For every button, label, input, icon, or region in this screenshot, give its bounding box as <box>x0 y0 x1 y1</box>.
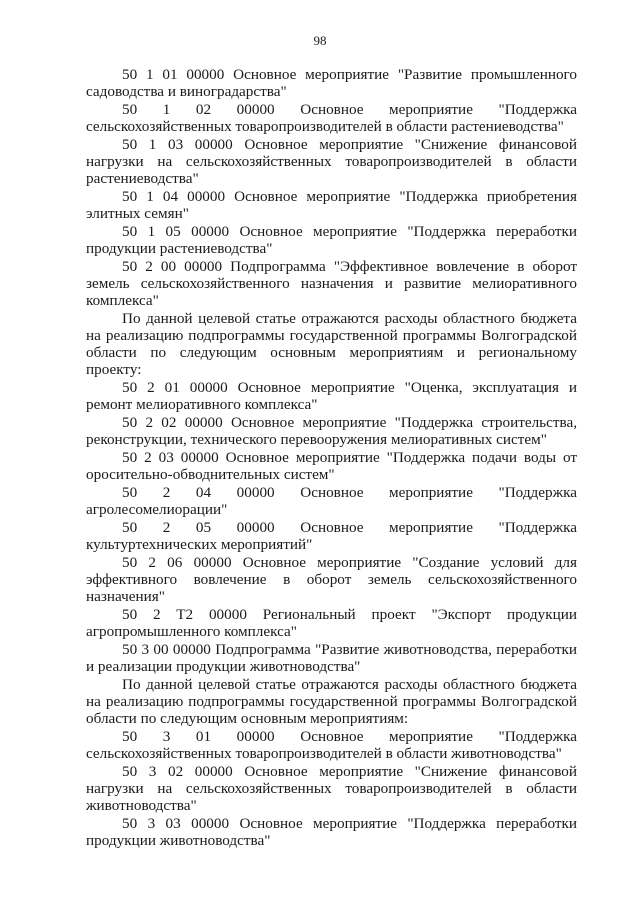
paragraph-50-2-t2: 50 2 T2 00000 Региональный проект "Экспорт продукции агропромышленного комплекса" <box>86 605 577 640</box>
paragraph-50-2-02: 50 2 02 00000 Основное мероприятие "Поддержка строительства, реконструкции, технического перевооружения мелиоративных систем" <box>86 414 577 449</box>
paragraph-50-3-02: 50 3 02 00000 Основное мероприятие "Снижение финансовой нагрузки на сельскохозяйственных товаропроизводителей в области животноводства" <box>86 762 577 815</box>
paragraph-description-subprogram-3: По данной целевой статье отражаются расходы областного бюджета на реализацию подпрограммы государственной программы Волгоградской области по следующим основным мероприятиям: <box>86 675 577 728</box>
paragraph-50-1-01: 50 1 01 00000 Основное мероприятие "Развитие промышленного садоводства и виноградарства" <box>86 66 577 101</box>
paragraph-50-2-03: 50 2 03 00000 Основное мероприятие "Поддержка подачи воды от оросительно-обводнительных систем" <box>86 448 577 484</box>
paragraph-50-3-00: 50 3 00 00000 Подпрограмма "Развитие животноводства, переработки и реализации продукции животноводства" <box>86 640 577 675</box>
paragraph-50-2-04: 50 2 04 00000 Основное мероприятие "Поддержка агролесомелиорации" <box>86 483 577 519</box>
paragraph-description-subprogram-2: По данной целевой статье отражаются расходы областного бюджета на реализацию подпрограммы государственной программы Волгоградской области по следующим основным мероприятиям и региональному проекту: <box>86 309 577 379</box>
paragraph-50-3-01: 50 3 01 00000 Основное мероприятие "Поддержка сельскохозяйственных товаропроизводителей в области животноводства" <box>86 727 577 762</box>
paragraph-50-2-00: 50 2 00 00000 Подпрограмма "Эффективное вовлечение в оборот земель сельскохозяйственного назначения и развитие мелиоративного комплекса" <box>86 257 577 310</box>
paragraph-50-1-03: 50 1 03 00000 Основное мероприятие "Снижение финансовой нагрузки на сельскохозяйственных товаропроизводителей в области растениеводства" <box>86 135 577 188</box>
paragraph-50-2-01: 50 2 01 00000 Основное мероприятие "Оценка, эксплуатация и ремонт мелиоративного комплекса" <box>86 379 577 414</box>
paragraph-50-1-05: 50 1 05 00000 Основное мероприятие "Поддержка переработки продукции растениеводства" <box>86 222 577 258</box>
paragraph-50-1-04: 50 1 04 00000 Основное мероприятие "Поддержка приобретения элитных семян" <box>86 187 577 223</box>
page-number: 98 <box>313 33 327 48</box>
paragraph-50-2-05: 50 2 05 00000 Основное мероприятие "Поддержка культуртехнических мероприятий" <box>86 518 577 553</box>
paragraph-50-3-03: 50 3 03 00000 Основное мероприятие "Поддержка переработки продукции животноводства" <box>86 814 577 849</box>
document-body <box>86 66 577 850</box>
paragraph-50-2-06: 50 2 06 00000 Основное мероприятие "Создание условий для эффективного вовлечение в оборот земель сельскохозяйственного назначения" <box>86 553 577 606</box>
paragraph-50-1-02: 50 1 02 00000 Основное мероприятие "Поддержка сельскохозяйственных товаропроизводителей в области растениеводства" <box>86 100 577 136</box>
